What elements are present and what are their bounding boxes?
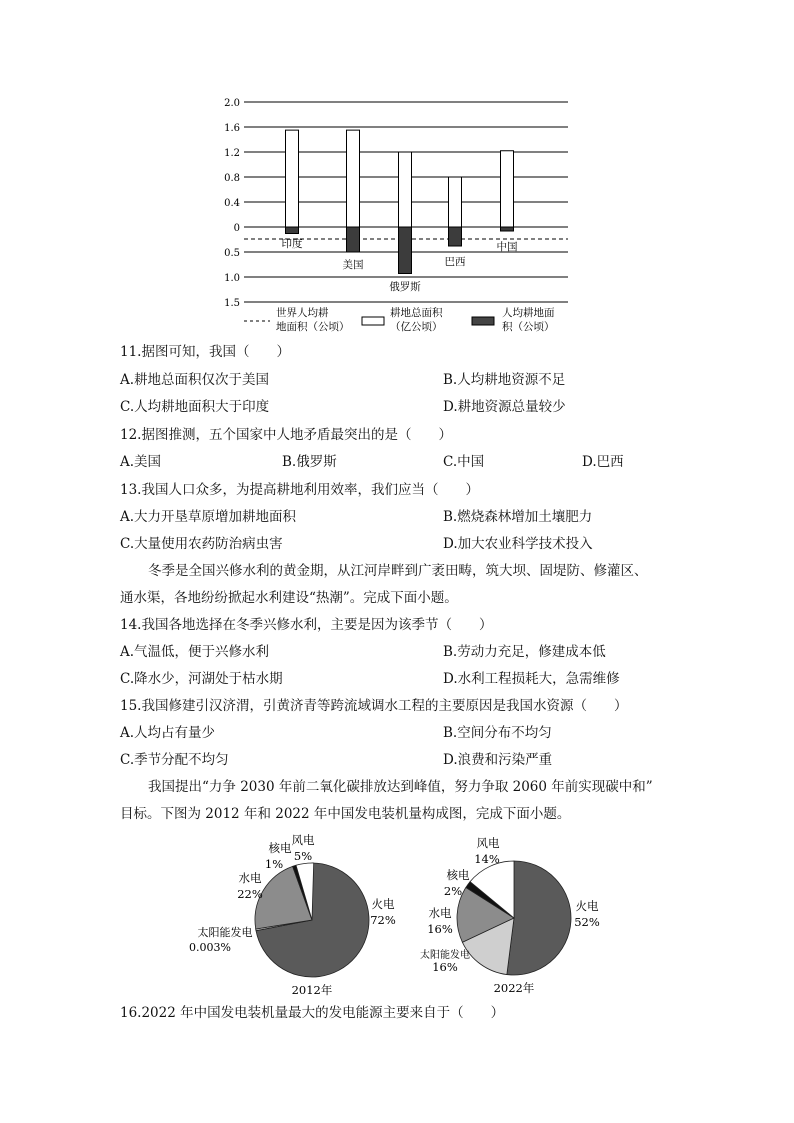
bar-per-capita: [399, 227, 412, 274]
y-tick-label: 1.0: [224, 273, 240, 284]
pie-slice-label: 核电: [446, 868, 470, 882]
bar-total-area: [347, 130, 360, 227]
question-14-option-d[interactable]: D.水利工程损耗大，急需维修: [443, 671, 620, 687]
country-label: 印度: [281, 238, 303, 250]
passage-2-line-2: 目标。下图为 2012 年和 2022 年中国发电装机量构成图，完成下面小题。: [120, 806, 571, 822]
pie-slice-label: 5%: [293, 849, 313, 863]
legend-world-label-2: 地面积（公顷）: [276, 321, 350, 333]
bar-per-capita: [347, 227, 360, 252]
y-tick-label: 0: [233, 223, 240, 234]
legend-dark-swatch: [472, 317, 494, 325]
pie-year-title: 2022年: [493, 981, 535, 995]
legend-percapita-label-1: 人均耕地面: [502, 307, 555, 319]
question-11-option-c[interactable]: C.人均耕地面积大于印度: [120, 399, 270, 415]
question-13-option-c[interactable]: C.大量使用农药防治病虫害: [120, 536, 283, 552]
question-12-option-c[interactable]: C.中国: [443, 454, 485, 470]
y-tick-label: 0.8: [224, 173, 240, 184]
pie-slice-label: 16%: [427, 922, 453, 936]
bar-per-capita: [501, 227, 514, 231]
question-14-option-a[interactable]: A.气温低，便于兴修水利: [120, 644, 270, 660]
question-13-option-a[interactable]: A.大力开垦草原增加耕地面积: [120, 509, 297, 525]
passage-1-line-1: 冬季是全国兴修水利的黄金期，从江河岸畔到广袤田畴，筑大坝、固堤防、修灌区、: [148, 563, 648, 579]
question-12-option-b[interactable]: B.俄罗斯: [282, 454, 337, 470]
question-11-option-a[interactable]: A.耕地总面积仅次于美国: [120, 372, 270, 388]
country-label: 俄罗斯: [389, 281, 421, 293]
pie-slice-label: 14%: [474, 852, 500, 866]
question-15-option-d[interactable]: D.浪费和污染严重: [443, 752, 553, 768]
question-14-stem: 14.我国各地选择在冬季兴修水利，主要是因为该季节（ ）: [120, 617, 493, 633]
question-11-option-b[interactable]: B.人均耕地资源不足: [443, 372, 566, 388]
pie-chart-2012: [255, 863, 369, 997]
pie-chart-2022: [457, 861, 571, 995]
legend-percapita-label-2: 积（公顷）: [502, 321, 555, 333]
pie-slice-label: 22%: [237, 887, 263, 901]
legend-white-swatch: [362, 317, 384, 325]
question-13-option-b[interactable]: B.燃烧森林增加土壤肥力: [443, 509, 593, 525]
question-14-option-b[interactable]: B.劳动力充足，修建成本低: [443, 644, 606, 660]
y-tick-label: 1.6: [224, 123, 240, 134]
pie-slice-label: 火电: [371, 897, 395, 911]
question-11-stem: 11.据图可知，我国（ ）: [120, 344, 290, 360]
pie-slice-label: 太阳能发电: [420, 950, 470, 961]
country-label: 中国: [496, 241, 518, 253]
pie-slice-label: 1%: [264, 857, 284, 871]
cropland-bar-chart: [0, 0, 794, 345]
pie-slice: [507, 861, 571, 975]
pie-slice-label: 风电: [291, 833, 315, 847]
passage-2-line-1: 我国提出“力争 2030 年前二氧化碳排放达到峰值，努力争取 2060 年前实现碳中和”: [148, 779, 653, 795]
question-14-option-c[interactable]: C.降水少，河湖处于枯水期: [120, 671, 283, 687]
question-13-option-d[interactable]: D.加大农业科学技术投入: [443, 536, 593, 552]
y-axis-tick-labels: [224, 98, 240, 309]
question-15-option-b[interactable]: B.空间分布不均匀: [443, 725, 552, 741]
power-capacity-pie-charts: [0, 830, 794, 1000]
question-12-option-a[interactable]: A.美国: [120, 454, 162, 470]
bar-total-area: [399, 152, 412, 227]
y-tick-label: 1.2: [224, 148, 240, 159]
legend-total-label-1: 耕地总面积: [390, 307, 443, 319]
legend-total-label-2: （亿公顷）: [390, 321, 443, 333]
bar-per-capita: [449, 227, 462, 246]
pie-slice-label: 2%: [443, 884, 463, 898]
bar-total-area: [286, 130, 299, 227]
legend-world-label-1: 世界人均耕: [276, 307, 329, 319]
question-15-option-a[interactable]: A.人均占有量少: [120, 725, 216, 741]
question-16-stem: 16.2022 年中国发电装机量最大的发电能源主要来自于（ ）: [120, 1005, 505, 1021]
pie-slice-label: 核电: [268, 841, 292, 855]
question-12-stem: 12.据图推测，五个国家中人地矛盾最突出的是（ ）: [120, 427, 452, 443]
question-12-option-d[interactable]: D.巴西: [582, 454, 624, 470]
question-11-option-d[interactable]: D.耕地资源总量较少: [443, 399, 566, 415]
question-15-stem: 15.我国修建引汉济渭，引黄济青等跨流域调水工程的主要原因是我国水资源（ ）: [120, 698, 628, 714]
pie-slice-label: 水电: [428, 906, 452, 920]
passage-1-line-2: 通水渠，各地纷纷掀起水利建设“热潮”。完成下面小题。: [120, 590, 458, 606]
country-label: 美国: [342, 259, 364, 271]
pie-slice-label: 风电: [476, 836, 500, 850]
pie-slice-label: 太阳能发电: [197, 926, 253, 939]
country-label: 巴西: [444, 256, 466, 268]
y-tick-label: 2.0: [224, 98, 240, 109]
y-tick-label: 0.5: [224, 248, 240, 259]
pie-slice-label: 火电: [575, 899, 599, 913]
bar-per-capita: [286, 227, 299, 234]
pie-slice-label: 水电: [238, 871, 262, 885]
question-13-stem: 13.我国人口众多，为提高耕地利用效率，我们应当（ ）: [120, 482, 479, 498]
pie-slice-label: 0.003%: [189, 941, 231, 954]
y-tick-label: 0.4: [224, 198, 240, 209]
pie-slice-label: 16%: [432, 960, 458, 974]
question-15-option-c[interactable]: C.季节分配不均匀: [120, 752, 229, 768]
bar-total-area: [501, 151, 514, 227]
pie-slice-label: 72%: [370, 913, 396, 927]
pie-slice-label: 52%: [574, 915, 600, 929]
y-tick-label: 1.5: [224, 298, 240, 309]
pie-year-title: 2012年: [291, 983, 333, 997]
bar-total-area: [449, 177, 462, 227]
